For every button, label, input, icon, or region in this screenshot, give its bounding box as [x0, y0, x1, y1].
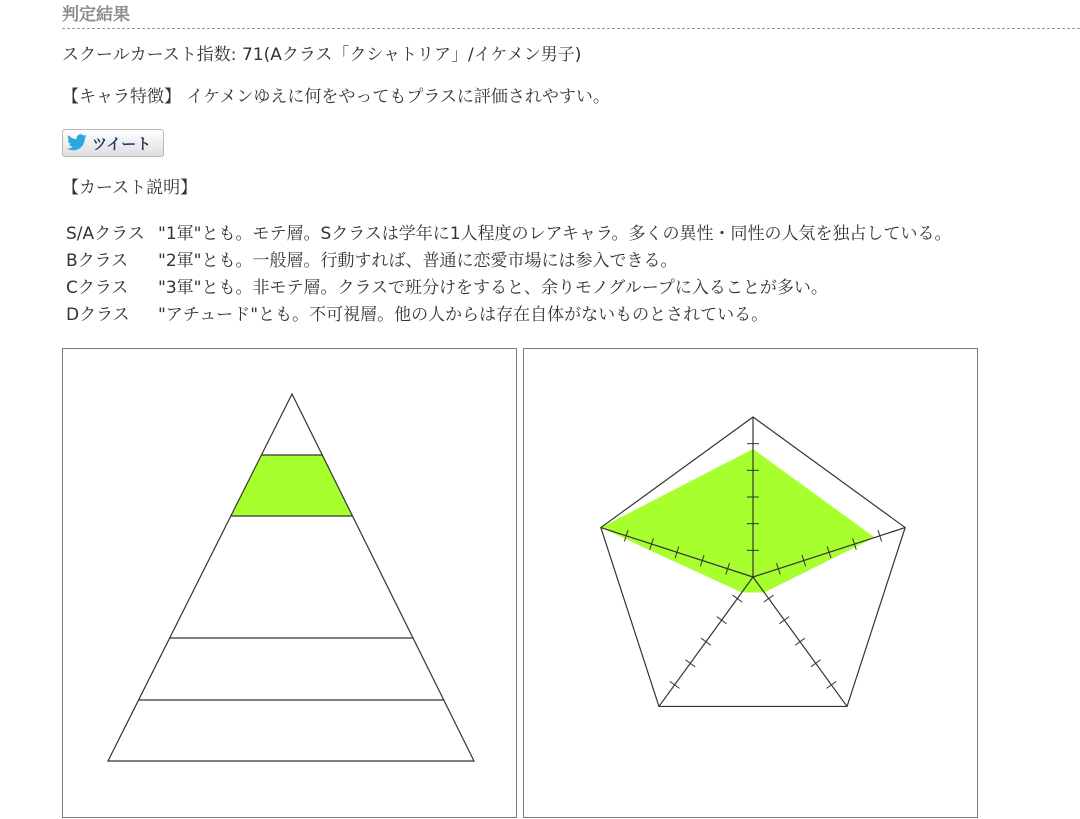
- radar-tick: [764, 595, 774, 602]
- radar-chart-panel: [523, 348, 978, 818]
- radar-tick: [717, 617, 727, 624]
- caste-class-label: Bクラス: [66, 251, 129, 271]
- caste-class-label: S/Aクラス: [66, 224, 145, 244]
- radar-tick: [670, 681, 680, 688]
- tweet-button[interactable]: [62, 129, 164, 157]
- attribute-radar-chart: [524, 349, 979, 819]
- caste-class-label: Cクラス: [66, 278, 129, 298]
- caste-description-heading: 【カースト説明】: [62, 178, 198, 198]
- tweet-label: ツイート: [92, 134, 152, 153]
- caste-class-label: Dクラス: [66, 305, 130, 325]
- radar-tick: [795, 638, 805, 645]
- twitter-bird-icon: [66, 134, 88, 152]
- pyramid-highlight-tier: [231, 455, 352, 516]
- radar-tick: [701, 638, 711, 645]
- caste-index-text: スクールカースト指数: 71(Aクラス「クシャトリア」/イケメン男子): [62, 45, 582, 65]
- radar-tick: [811, 660, 821, 667]
- radar-tick: [685, 660, 695, 667]
- radar-tick: [732, 595, 742, 602]
- caste-row: [66, 299, 952, 326]
- caste-description: "1軍"とも。モテ層。Sクラスは学年に1人程度のレアキャラ。多くの異性・同性の人気を独占している。: [158, 224, 952, 244]
- caste-description: "3軍"とも。非モテ層。クラスで班分けをすると、余りモノグループに入ることが多い。: [158, 278, 828, 298]
- radar-tick: [827, 681, 837, 688]
- radar-value-area: [601, 449, 875, 593]
- result-heading: 判定結果: [62, 5, 130, 25]
- pyramid-chart-panel: [62, 348, 517, 818]
- caste-pyramid-diagram: [63, 349, 518, 819]
- character-feature-text: 【キャラ特徴】 イケメンゆえに何をやってもプラスに評価されやすい。: [62, 87, 610, 107]
- caste-table: [66, 218, 952, 326]
- caste-description: "2軍"とも。一般層。行動すれば、普通に恋愛市場には参入できる。: [158, 251, 678, 271]
- pyramid-outline: [108, 394, 474, 761]
- section-title-bar: [62, 4, 1080, 29]
- caste-row: [66, 272, 952, 299]
- caste-row: [66, 218, 952, 245]
- caste-description: "アチュード"とも。不可視層。他の人からは存在自体がないものとされている。: [158, 305, 769, 325]
- radar-tick: [779, 617, 789, 624]
- caste-row: [66, 245, 952, 272]
